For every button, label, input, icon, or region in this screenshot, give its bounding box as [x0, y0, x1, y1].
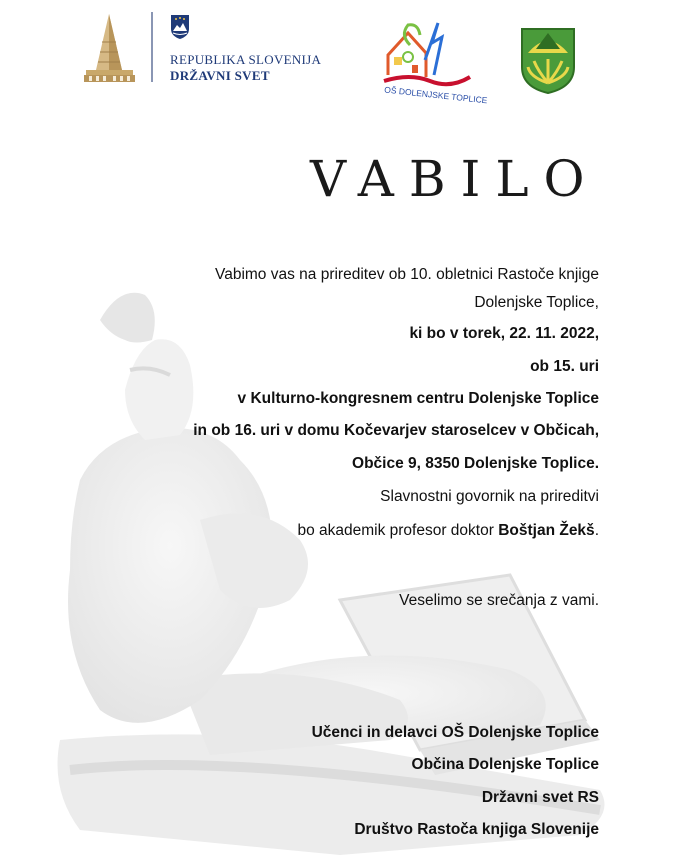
- parliament-building-icon: [82, 12, 137, 84]
- os-dolenjske-toplice-logo: [380, 15, 488, 106]
- intro-line-1: Vabimo vas na prireditev ob 10. obletnici Rastoče knjige: [215, 266, 599, 283]
- signatory-school: Učenci in delavci OŠ Dolenjske Toplice: [311, 724, 599, 741]
- speaker-line-1: Slavnostni govornik na prireditvi: [380, 488, 599, 505]
- event-address: Občice 9, 8350 Dolenjske Toplice.: [352, 455, 599, 472]
- drzavni-svet-logo: [82, 12, 332, 87]
- closing-line: Veselimo se srečanja z vami.: [399, 592, 599, 609]
- drzavni-svet-label: DRŽAVNI SVET: [170, 68, 270, 83]
- logo-divider: [151, 12, 153, 82]
- signatory-municipality: Občina Dolenjske Toplice: [411, 756, 599, 773]
- slovenia-coat-of-arms-icon: [170, 14, 190, 40]
- speaker-suffix: .: [594, 522, 599, 539]
- signatory-society: Društvo Rastoča knjiga Slovenije: [354, 821, 599, 838]
- os-logo-text: OŠ DOLENJSKE TOPLICE: [383, 84, 488, 106]
- municipality-coat-of-arms-icon: [520, 27, 576, 95]
- speaker-prefix: bo akademik profesor doktor: [297, 522, 499, 539]
- event-time: ob 15. uri: [530, 358, 599, 375]
- republika-slovenija-label: REPUBLIKA SLOVENIJA: [170, 52, 322, 67]
- intro-line-2: Dolenjske Toplice,: [474, 294, 599, 311]
- signatory-national-council: Državni svet RS: [481, 789, 599, 806]
- speaker-name: Boštjan Žekš: [498, 522, 595, 539]
- event-venue-2: in ob 16. uri v domu Kočevarjev staroselcev v Občicah,: [193, 422, 599, 439]
- invitation-title: VABILO: [310, 150, 600, 208]
- speaker-line-2: [297, 522, 599, 540]
- event-venue-1: v Kulturno-kongresnem centru Dolenjske Toplice: [237, 390, 599, 407]
- event-date: ki bo v torek, 22. 11. 2022,: [409, 325, 599, 342]
